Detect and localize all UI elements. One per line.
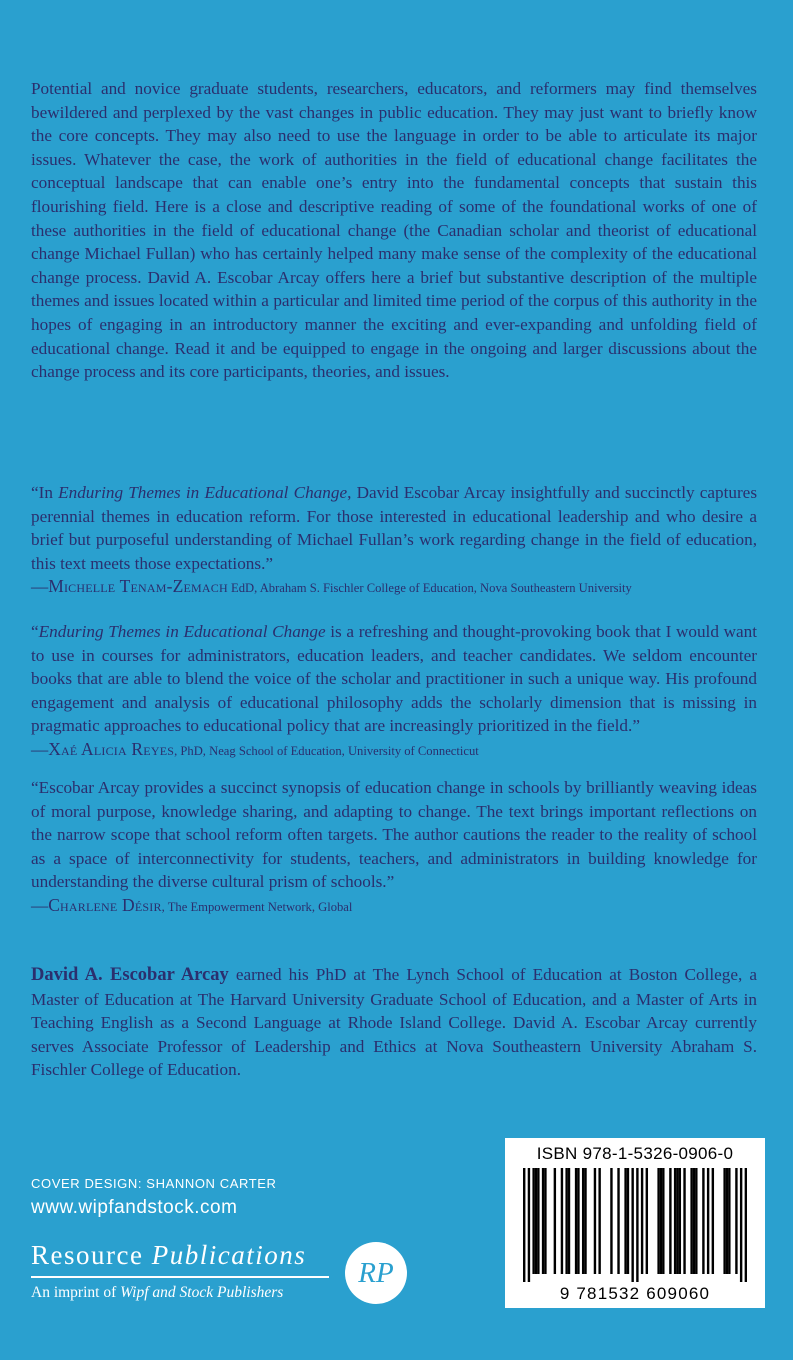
dash: — xyxy=(31,577,49,597)
barcode-bar xyxy=(568,1168,570,1274)
barcode-bar xyxy=(627,1168,629,1274)
barcode-panel xyxy=(505,1138,765,1308)
imprint-block xyxy=(31,1240,331,1302)
publisher-name: Wipf and Stock Publishers xyxy=(120,1284,284,1301)
barcode-bar xyxy=(712,1168,714,1274)
barcode-bar xyxy=(537,1168,539,1274)
endorsement-attribution xyxy=(31,575,757,601)
endorsement-1 xyxy=(31,481,757,601)
endorsement-quote xyxy=(31,481,757,575)
barcode-bar xyxy=(657,1168,659,1274)
barcode-bar xyxy=(745,1168,747,1282)
endorser-affiliation: , PhD, Neag School of Education, University of Connecticut xyxy=(174,743,479,758)
barcode-bar xyxy=(636,1168,638,1282)
quote-text: is a refreshing and thought-provoking book that I would want to use in courses for administrators, education leaders, and teacher candidates. We seldom encounter books that are able to blend the voice of the scholar and practitioner in such a unique way. His profound engagement and analysis of educational philosophy adds the scholarly dimension that is missing in pragmatic approaches to educational policy that are increasingly prioritized in the field.” xyxy=(31,622,758,736)
barcode-bar xyxy=(660,1168,662,1274)
endorsement-quote xyxy=(31,776,757,894)
rp-logo-icon xyxy=(343,1240,409,1306)
barcode-bar xyxy=(584,1168,586,1274)
barcode-bar xyxy=(565,1168,567,1274)
endorser-name: Michelle Tenam-Zemach xyxy=(48,576,228,597)
isbn-label: ISBN 978-1-5326-0906-0 xyxy=(536,1144,734,1163)
imprint-sub-text: An imprint of xyxy=(31,1284,121,1301)
barcode-bar xyxy=(674,1168,676,1274)
book-description: Potential and novice graduate students, researchers, educators, and reformers may find themselves bewildered and perplexed by the vast changes in public education. They may just want to briefly know the core concepts. They may also need to use the language in order to be able to articulate its major issues. Whatever the case, the work of authorities in the field of educational change facilitates the conceptual landscape that can enable one’s entry into the fundamental concepts that sustain this flourishing field. Here is a close and descriptive reading of some of the foundational works of one of these authorities in the field of educational change (the Canadian scholar and theorist of educational change Michael Fullan) who has certainly helped many make sense of the complexity of the educational change process. David A. Escobar Arcay offers here a brief but substantive description of the multiple themes and issues located within a particular and limited time period of the corpus of this authority in the hopes of engaging in an introductory manner the exciting and ever-expanding and unfolding field of educational change. Read it and be equipped to engage in the ongoing and larger discussions about the change process and its core participants, theories, and issues. xyxy=(31,79,757,382)
barcode-bar xyxy=(740,1168,742,1282)
dash: — xyxy=(31,895,49,915)
barcode-bar xyxy=(641,1168,643,1274)
endorsement-quote xyxy=(31,620,757,738)
endorsement-attribution xyxy=(31,738,757,764)
barcode-bar xyxy=(617,1168,619,1274)
barcode-bar xyxy=(702,1168,704,1274)
barcode-bar xyxy=(544,1168,546,1274)
endorser-affiliation: , The Empowerment Network, Global xyxy=(161,899,353,914)
imprint-word-2: Publications xyxy=(151,1240,307,1270)
barcode-bar xyxy=(594,1168,596,1274)
barcode-icon xyxy=(523,1168,747,1282)
bio-text: earned his PhD at The Lynch School of Education at Boston College, a Master of Education at The Harvard University Graduate School of Education, and a Master of Arts in Teaching English as a Second Language at Rhode Island College. David A. Escobar Arcay currently serves Associate Professor of Leadership and Ethics at Nova Southeastern University Abraham S. Fischler College of Education. xyxy=(31,965,757,1080)
barcode-bar xyxy=(542,1168,544,1274)
quote-text: “Escobar Arcay provides a succinct synopsis of education change in schools by brilliantly weaving ideas of moral purpose, knowledge sharing, and adapting to change. The text brings important reflections on the narrow scope that school reform often targets. The author cautions the reader to the reality of school as a space of interconnectivity for students, teachers, and administrators in building knowledge for understanding the diverse cultural prism of schools.” xyxy=(31,778,757,892)
barcode-bar xyxy=(679,1168,681,1274)
barcode-bar xyxy=(582,1168,584,1274)
barcode-bar xyxy=(577,1168,579,1274)
logo-letters: RP xyxy=(358,1257,394,1289)
barcode-bar xyxy=(676,1168,678,1274)
endorsement-attribution xyxy=(31,894,757,920)
barcode-bar xyxy=(575,1168,577,1274)
endorser-name: Xaé Alicia Reyes xyxy=(48,738,175,759)
endorsement-2 xyxy=(31,620,757,764)
barcode-bar xyxy=(535,1168,537,1274)
book-title: Enduring Themes in Educational Change xyxy=(38,622,326,641)
author-bio xyxy=(31,963,757,1082)
quote-text: “In xyxy=(31,483,59,502)
barcode-bar xyxy=(554,1168,556,1274)
barcode-bar xyxy=(690,1168,692,1274)
book-title: Enduring Themes in Educational Change xyxy=(58,483,348,502)
barcode-bar xyxy=(735,1168,737,1274)
quote-text: “ xyxy=(31,622,39,641)
barcode-bar xyxy=(683,1168,685,1274)
barcode-bar xyxy=(726,1168,728,1274)
barcode-digits: 9 781532 609060 xyxy=(559,1284,711,1303)
imprint-title xyxy=(31,1240,329,1278)
quote-text: , David Escobar Arcay insightfully and succinctly captures perennial themes in education reform. For those interested in educational leadership and who desire a brief but purposeful understanding of Michael Fullan’s work regarding change in the field of education, this text meets those expectations.” xyxy=(31,483,758,573)
credits xyxy=(31,1176,371,1219)
author-name: David A. Escobar Arcay xyxy=(31,965,229,985)
endorsement-3 xyxy=(31,776,757,920)
imprint-word-1: Resource xyxy=(31,1240,144,1270)
barcode-bar xyxy=(723,1168,725,1274)
barcode-bar xyxy=(532,1168,534,1274)
publisher-url[interactable]: www.wipfandstock.com xyxy=(31,1197,238,1218)
barcode-bar xyxy=(646,1168,648,1274)
barcode-bar xyxy=(523,1168,525,1282)
dash: — xyxy=(31,739,49,759)
barcode-bar xyxy=(624,1168,626,1274)
barcode-bar xyxy=(528,1168,530,1282)
barcode-bar xyxy=(561,1168,563,1274)
barcode-bar xyxy=(662,1168,664,1274)
imprint-subtitle xyxy=(31,1284,331,1302)
barcode-bar xyxy=(728,1168,730,1274)
barcode-bar xyxy=(669,1168,671,1274)
barcode-bar xyxy=(631,1168,633,1282)
barcode-bar xyxy=(598,1168,600,1274)
barcode-bar xyxy=(707,1168,709,1274)
barcode-bar xyxy=(610,1168,612,1274)
endorser-affiliation: EdD, Abraham S. Fischler College of Education, Nova Southeastern University xyxy=(227,581,632,596)
barcode-bar xyxy=(693,1168,695,1274)
endorser-name: Charlene Désir xyxy=(48,894,162,915)
cover-design-credit: COVER DESIGN: SHANNON CARTER xyxy=(31,1176,277,1191)
barcode-bar xyxy=(695,1168,697,1274)
